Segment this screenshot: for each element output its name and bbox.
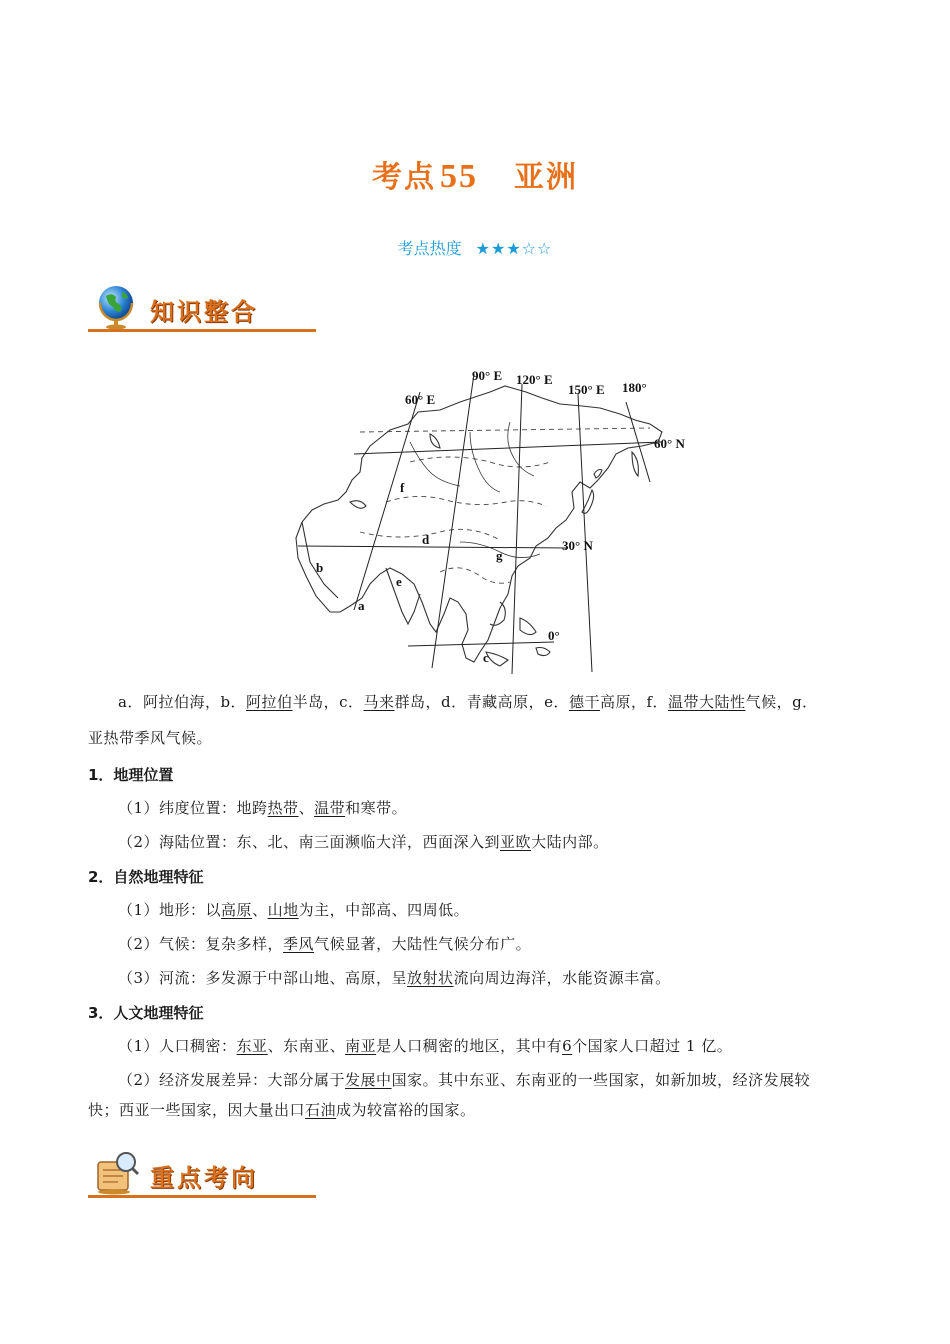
map-label-lat-30: 30° N — [562, 538, 593, 553]
section-divider — [88, 1195, 316, 1198]
item-text: （2）气候：复杂多样， — [118, 935, 284, 953]
item-answer: 放射状 — [407, 969, 454, 987]
section-header-focus — [88, 1150, 316, 1198]
item-text: 为主，中部高、四周低。 — [298, 901, 470, 919]
item-text: 国家。其中东亚、东南亚的一些国家，如新加坡，经济发展较 — [391, 1071, 811, 1089]
item-terrain — [118, 898, 864, 922]
section-header-knowledge — [88, 284, 316, 332]
heading-physical: 2．自然地理特征 — [88, 868, 204, 886]
item-text: 气候显著，大陆性气候分布广。 — [314, 935, 532, 953]
item-text: 大陆内部。 — [531, 833, 609, 851]
item-answer: 热带 — [267, 799, 299, 817]
item-answer: 南亚 — [345, 1037, 377, 1055]
item-text: （2）经济发展差异：大部分属于 — [118, 1071, 346, 1089]
legend-text: a．阿拉伯海，b． — [118, 693, 247, 711]
map-label-b: b — [316, 560, 324, 575]
asia-map — [290, 362, 690, 684]
heading-human: 3．人文地理特征 — [88, 1004, 204, 1022]
item-answer: 石油 — [305, 1101, 337, 1119]
item-text: 个国家人口超过 1 亿。 — [572, 1037, 733, 1055]
map-label-e: e — [396, 574, 402, 589]
legend-answer: 温带大陆性 — [668, 693, 746, 711]
item-answer: 山地 — [267, 901, 299, 919]
item-economy — [118, 1068, 864, 1092]
map-legend-paragraph-cont — [88, 722, 864, 755]
item-text: 快；西亚一些国家，因大量出口 — [88, 1101, 306, 1119]
item-answer: 6 — [562, 1037, 573, 1055]
item-text: 、 — [298, 799, 315, 817]
item-economy-cont — [88, 1098, 864, 1122]
legend-answer: 马来 — [363, 693, 395, 711]
item-climate — [118, 932, 864, 956]
legend-text: 气候，g． — [745, 693, 818, 711]
globe-icon — [92, 284, 142, 330]
map-label-lat-60: 60° N — [654, 436, 685, 451]
map-label-g: g — [496, 548, 503, 563]
item-rivers — [118, 966, 864, 990]
item-text: （2）海陆位置：东、北、南三面濒临大洋，西面深入到 — [118, 833, 501, 851]
map-label-lon-120: 120° E — [516, 372, 553, 387]
map-label-lon-60: 60° E — [405, 392, 436, 407]
item-text: （1）地形：以 — [118, 901, 222, 919]
item-sea-land — [118, 830, 864, 854]
item-text: （1）纬度位置：地跨 — [118, 799, 268, 817]
page-title — [0, 152, 950, 196]
legend-answer: 德干 — [568, 693, 600, 711]
legend-text: 群岛，d．青藏高原，e． — [394, 693, 569, 711]
item-text: （3）河流：多发源于中部山地、高原，呈 — [118, 969, 408, 987]
item-text: 、东南亚、 — [267, 1037, 346, 1055]
item-text: （1）人口稠密： — [118, 1037, 237, 1055]
section-title: 重点考向 — [150, 1164, 258, 1192]
map-label-lat-0: 0° — [548, 628, 560, 643]
map-label-lon-180: 180° — [622, 380, 647, 395]
item-text: 和寒带。 — [345, 799, 408, 817]
heat-rating — [0, 236, 950, 259]
item-text: 流向周边海洋，水能资源丰富。 — [453, 969, 671, 987]
item-answer: 温带 — [314, 799, 346, 817]
heading-location: 1．地理位置 — [88, 766, 174, 784]
section-divider — [88, 329, 316, 332]
title-name: 亚洲 — [514, 160, 578, 195]
section-title: 知识整合 — [150, 298, 258, 326]
map-label-a: a — [358, 598, 365, 613]
item-latitude — [118, 796, 864, 820]
title-number: 55 — [440, 158, 478, 195]
item-population — [118, 1034, 864, 1058]
item-text: 成为较富裕的国家。 — [336, 1101, 476, 1119]
item-text: 是人口稠密的地区，其中有 — [376, 1037, 563, 1055]
asia-map-figure — [290, 362, 690, 684]
map-label-lon-150: 150° E — [568, 382, 605, 397]
legend-text: 高原，f． — [599, 693, 669, 711]
item-text: 、 — [252, 901, 268, 919]
notepad-magnifier-icon — [92, 1150, 142, 1196]
title-prefix: 考点 — [372, 160, 436, 195]
map-label-d: d — [422, 532, 430, 547]
item-answer: 亚欧 — [500, 833, 532, 851]
star-rating-icon: ★★★☆☆ — [475, 239, 553, 258]
item-answer: 东亚 — [236, 1037, 268, 1055]
legend-answer: 阿拉伯 — [246, 693, 293, 711]
item-answer: 发展中 — [345, 1071, 392, 1089]
map-legend-paragraph — [88, 686, 864, 719]
item-answer: 高原 — [221, 901, 253, 919]
legend-text: 亚热带季风气候。 — [88, 729, 213, 747]
map-label-lon-90: 90° E — [472, 368, 503, 383]
map-label-f: f — [400, 480, 405, 495]
map-label-c: c — [483, 650, 489, 665]
heat-label: 考点热度 — [397, 239, 462, 258]
item-answer: 季风 — [283, 935, 315, 953]
legend-text: 半岛，c． — [292, 693, 364, 711]
